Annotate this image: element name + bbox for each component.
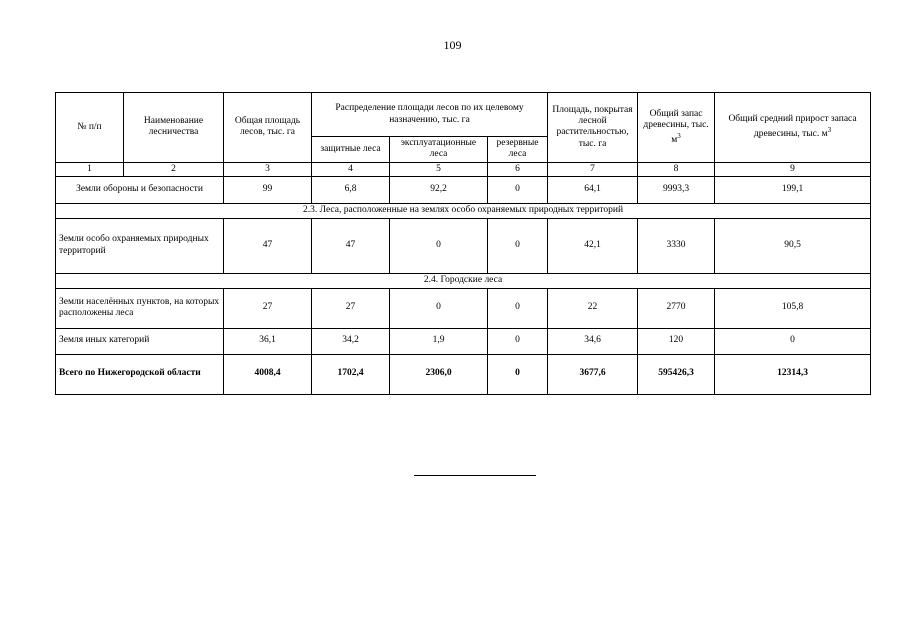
cell: 4008,4 <box>224 354 312 394</box>
cell: 92,2 <box>390 177 488 204</box>
section-heading: 2.3. Леса, расположенные на землях особо охраняемых природных территорий <box>56 204 871 218</box>
row-name: Земли населённых пунктов, на которых расположены леса <box>56 288 224 328</box>
col-index: 4 <box>312 162 390 176</box>
col-index: 6 <box>488 162 548 176</box>
header-exploitation: эксплуатационные леса <box>390 137 488 163</box>
cell: 90,5 <box>715 218 871 273</box>
forest-table <box>55 92 871 395</box>
cell: 12314,3 <box>715 354 871 394</box>
header-stock-sup: 3 <box>677 131 681 140</box>
header-forestry: Наименование лесничества <box>124 93 224 163</box>
col-index: 7 <box>548 162 638 176</box>
section-row-urban <box>56 273 871 288</box>
cell: 0 <box>488 354 548 394</box>
cell: 199,1 <box>715 177 871 204</box>
cell: 27 <box>224 288 312 328</box>
col-index: 3 <box>224 162 312 176</box>
cell: 0 <box>715 328 871 354</box>
cell: 0 <box>488 177 548 204</box>
cell: 99 <box>224 177 312 204</box>
header-row-1 <box>56 93 871 137</box>
cell: 1702,4 <box>312 354 390 394</box>
section-heading: 2.4. Городские леса <box>56 273 871 288</box>
header-growth <box>715 93 871 163</box>
header-growth-text: Общий средний прирост запаса древесины, тыс. м <box>728 114 857 139</box>
cell: 36,1 <box>224 328 312 354</box>
cell: 27 <box>312 288 390 328</box>
column-index-row <box>56 162 871 176</box>
cell: 120 <box>638 328 715 354</box>
col-index: 1 <box>56 162 124 176</box>
page-number: 109 <box>443 38 462 52</box>
col-index: 8 <box>638 162 715 176</box>
cell: 42,1 <box>548 218 638 273</box>
cell: 6,8 <box>312 177 390 204</box>
table-row-total <box>56 354 871 394</box>
table-row-defense <box>56 177 871 204</box>
cell: 3330 <box>638 218 715 273</box>
row-name: Всего по Нижегородской области <box>56 354 224 394</box>
header-protective: защитные леса <box>312 137 390 163</box>
cell: 0 <box>488 328 548 354</box>
cell: 47 <box>312 218 390 273</box>
cell: 2770 <box>638 288 715 328</box>
row-name: Земли обороны и безопасности <box>56 177 224 204</box>
footnote-divider <box>414 475 536 476</box>
table-row-settlements <box>56 288 871 328</box>
cell: 2306,0 <box>390 354 488 394</box>
col-index: 9 <box>715 162 871 176</box>
col-index: 5 <box>390 162 488 176</box>
header-num: № п/п <box>56 93 124 163</box>
cell: 1,9 <box>390 328 488 354</box>
cell: 64,1 <box>548 177 638 204</box>
section-row-oopt <box>56 204 871 218</box>
header-total-area: Общая площадь лесов, тыс. га <box>224 93 312 163</box>
header-reserve: резервные леса <box>488 137 548 163</box>
cell: 595426,3 <box>638 354 715 394</box>
header-stock <box>638 93 715 163</box>
cell: 0 <box>390 288 488 328</box>
cell: 105,8 <box>715 288 871 328</box>
col-index: 2 <box>124 162 224 176</box>
table-row-oopt <box>56 218 871 273</box>
header-growth-sup: 3 <box>827 125 832 134</box>
cell: 22 <box>548 288 638 328</box>
cell: 0 <box>488 218 548 273</box>
header-stock-text: Общий запас древесины, тыс. м <box>643 108 709 145</box>
cell: 3677,6 <box>548 354 638 394</box>
cell: 0 <box>390 218 488 273</box>
cell: 34,2 <box>312 328 390 354</box>
row-name: Земли особо охраняемых природных территорий <box>56 218 224 273</box>
cell: 9993,3 <box>638 177 715 204</box>
table-row-other <box>56 328 871 354</box>
cell: 34,6 <box>548 328 638 354</box>
cell: 47 <box>224 218 312 273</box>
header-covered-area: Площадь, покрытая лесной растительностью, тыс. га <box>548 93 638 163</box>
header-distribution: Распределение площади лесов по их целевому назначению, тыс. га <box>312 93 548 137</box>
row-name: Земля иных категорий <box>56 328 224 354</box>
cell: 0 <box>488 288 548 328</box>
